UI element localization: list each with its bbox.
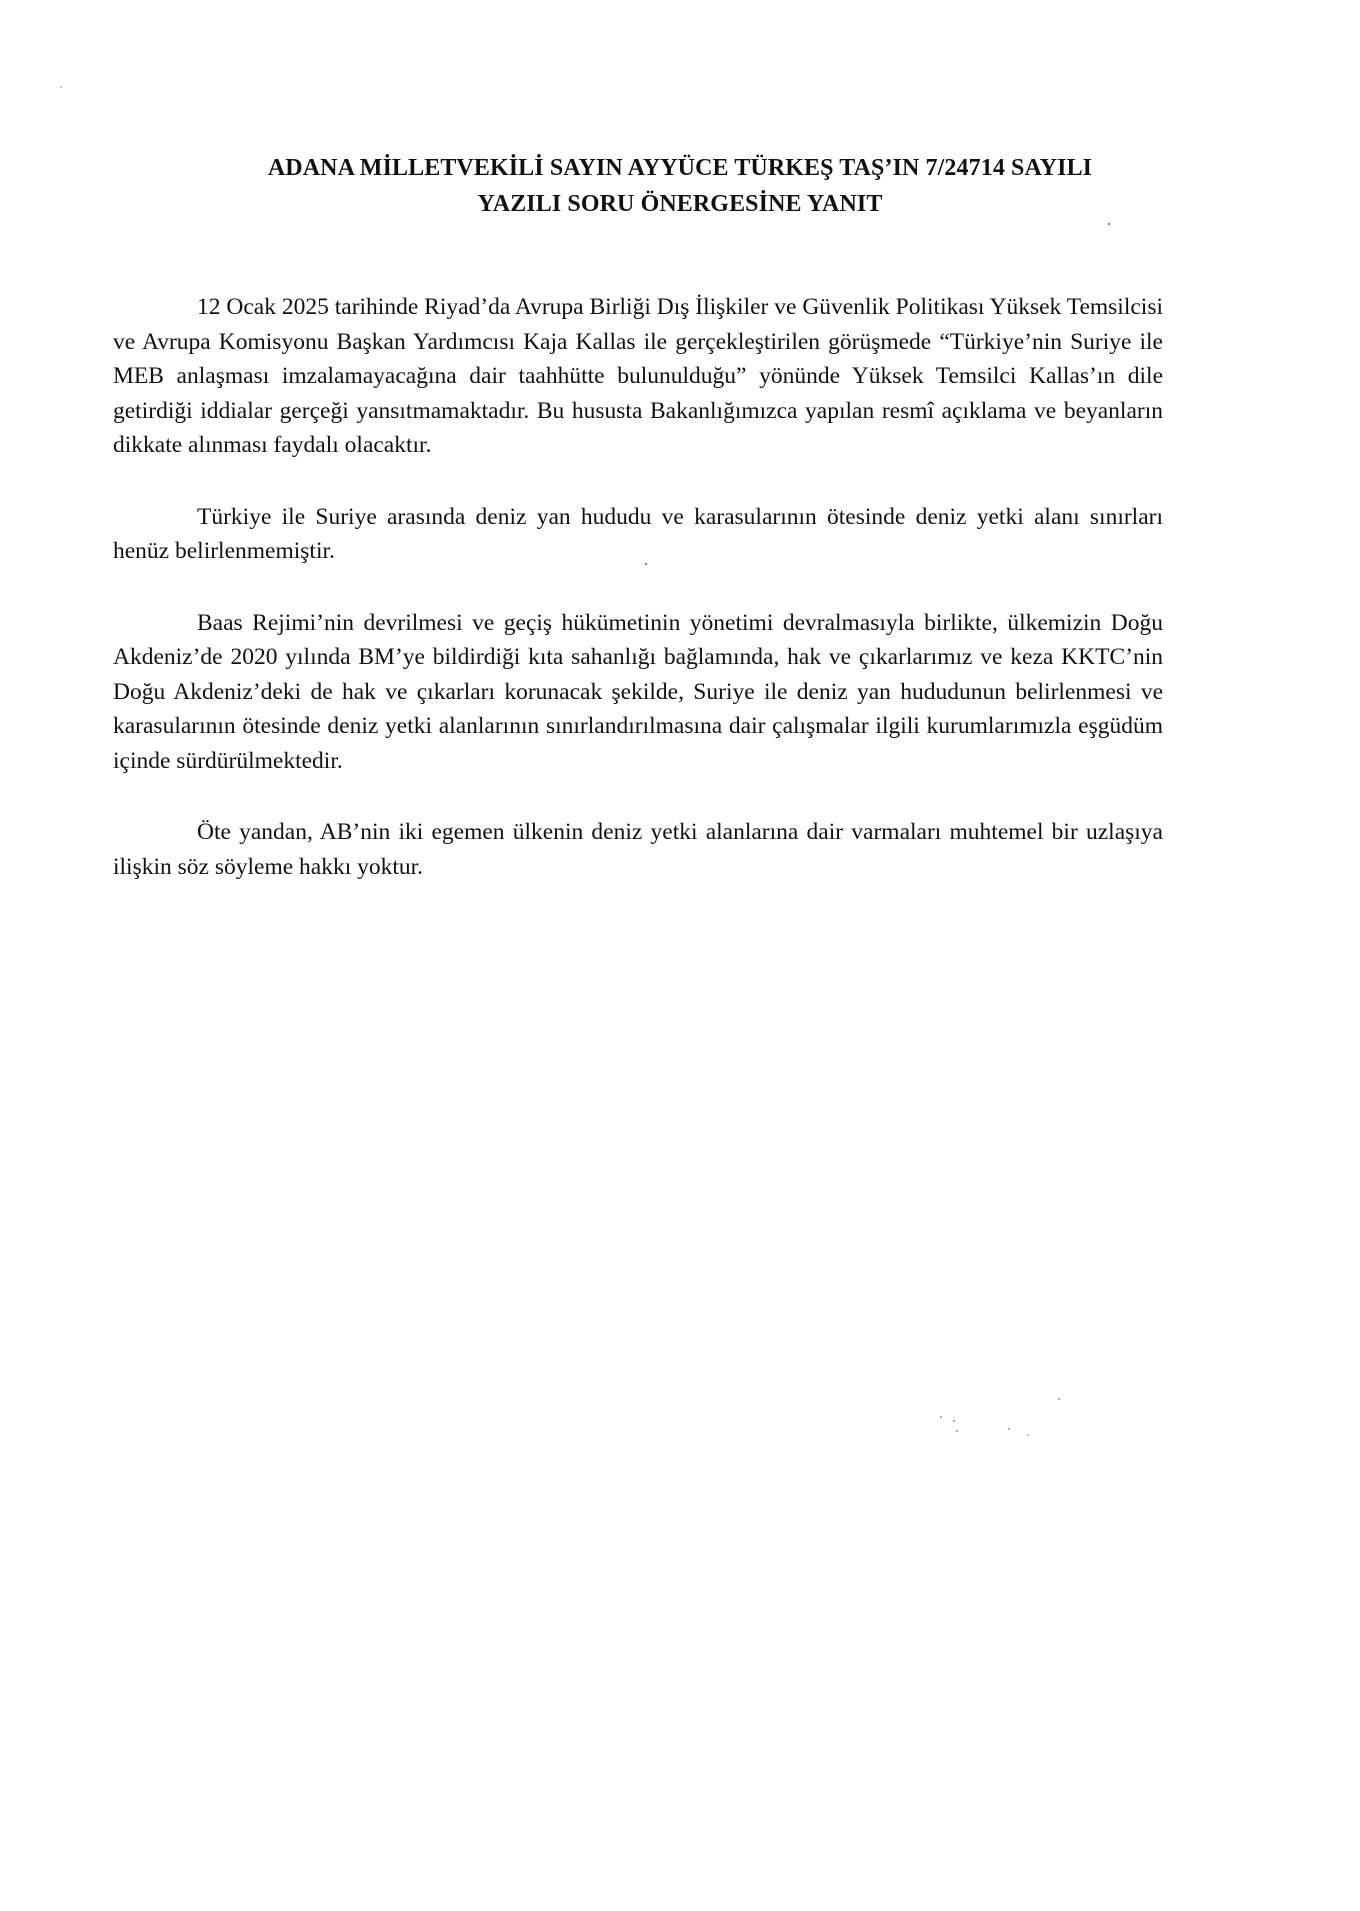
scan-speck [1027, 1434, 1029, 1436]
paragraph-1: 12 Ocak 2025 tarihinde Riyad’da Avrupa Birliği Dış İlişkiler ve Güvenlik Politikası Yüksek Temsilcisi ve Avrupa Komisyonu Başkan Yardımcısı Kaja Kallas ile gerçekleştirilen görüşmede “Türkiye’nin Suriye ile MEB anlaşması imzalamayacağına dair taahhütte bulunulduğu” yönünde Yüksek Temsilci Kallas’ın dile getirdiği iddialar gerçeği yansıtmamaktadır. Bu hususta Bakanlığımızca yapılan resmî açıklama ve beyanların dikkate alınması faydalı olacaktır. [113, 294, 1163, 458]
scan-speck [940, 1416, 942, 1418]
scan-speck [645, 563, 647, 565]
paragraph-4: Öte yandan, AB’nin iki egemen ülkenin deniz yetki alanlarına dair varmaları muhtemel bir uzlaşıya ilişkin söz söyleme hakkı yoktur. [113, 819, 1163, 880]
scan-speck [1108, 223, 1110, 225]
title-line-2: YAZILI SORU ÖNERGESİNE YANIT [477, 191, 883, 217]
scan-speck [1008, 1428, 1010, 1430]
scan-speck [956, 1430, 958, 1432]
document-body [113, 290, 1163, 921]
paragraph-2: Türkiye ile Suriye arasında deniz yan hududu ve karasularının ötesinde deniz yetki alanı sınırları henüz belirlenmemiştir. [113, 503, 1163, 564]
title-line-1: ADANA MİLLETVEKİLİ SAYIN AYYÜCE TÜRKEŞ TAŞ’IN 7/24714 SAYILI [267, 155, 1093, 181]
scan-speck [60, 86, 62, 88]
paragraph-3: Baas Rejimi’nin devrilmesi ve geçiş hükümetinin yönetimi devralmasıyla birlikte, ülkemizin Doğu Akdeniz’de 2020 yılında BM’ye bildirdiği kıta sahanlığı bağlamında, hak ve çıkarlarımız ve keza KKTC’nin Doğu Akdeniz’deki de hak ve çıkarları korunacak şekilde, Suriye ile deniz yan hududunun belirlenmesi ve karasularının ötesinde deniz yetki alanlarının sınırlandırılmasına dair çalışmalar ilgili kurumlarımızla eşgüdüm içinde sürdürülmektedir. [113, 609, 1163, 774]
scan-speck [953, 1420, 955, 1422]
document-title [120, 150, 1240, 222]
scan-speck [1058, 1398, 1060, 1400]
